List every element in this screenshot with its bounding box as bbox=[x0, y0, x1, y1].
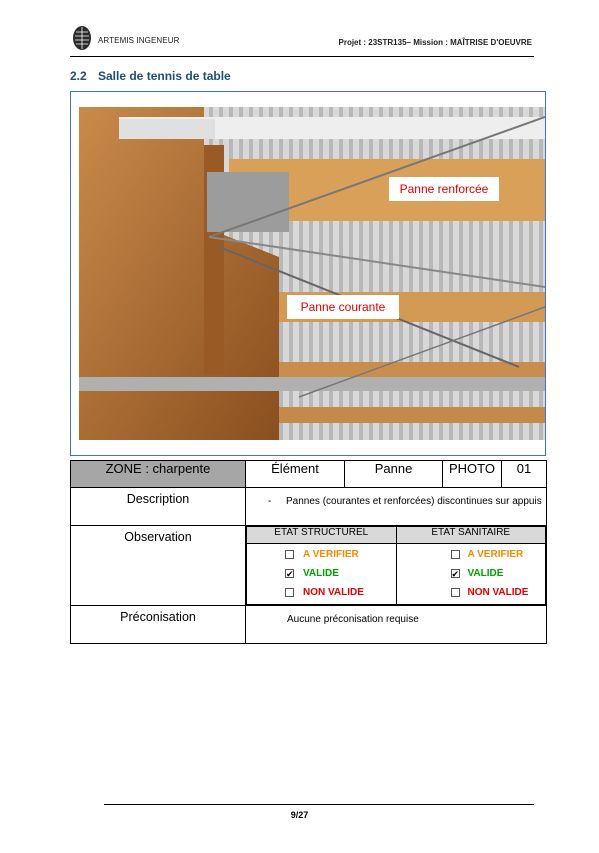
observation-content bbox=[246, 526, 547, 606]
observation-table bbox=[246, 526, 546, 605]
sanitary-header: ETAT SANITAIRE bbox=[396, 527, 546, 544]
sanitary-options bbox=[396, 544, 546, 605]
recommendation-text: Aucune préconisation requise bbox=[287, 614, 419, 625]
description-label: Description bbox=[71, 488, 246, 526]
inspection-table bbox=[70, 460, 547, 644]
company-name: ARTEMIS INGENEUR bbox=[98, 36, 180, 45]
footer-divider bbox=[104, 804, 534, 805]
section-title: Salle de tennis de table bbox=[98, 69, 231, 83]
zone-cell: ZONE : charpente bbox=[71, 461, 246, 488]
option-label: A VERIFIER bbox=[467, 549, 524, 560]
photo-label: PHOTO bbox=[443, 461, 502, 488]
description-dash: - bbox=[268, 496, 272, 507]
project-reference: Projet : 23STR135– Mission : MAÎTRISE D'OEUVRE bbox=[338, 38, 532, 47]
structural-options bbox=[247, 544, 397, 605]
observation-label: Observation bbox=[71, 526, 246, 606]
description-content bbox=[246, 488, 547, 526]
element-label: Élément bbox=[246, 461, 345, 488]
option-label: NON VALIDE bbox=[303, 587, 364, 598]
structural-valid-option bbox=[247, 566, 396, 585]
checkbox-checked[interactable]: ✔ bbox=[286, 569, 294, 579]
pinecone-logo-icon bbox=[70, 24, 94, 52]
photo-number: 01 bbox=[502, 461, 547, 488]
structural-header: ETAT STRUCTUREL bbox=[247, 527, 397, 544]
element-value: Panne bbox=[345, 461, 443, 488]
option-label: A VERIFIER bbox=[303, 549, 359, 560]
sanitary-valid-option bbox=[397, 566, 546, 585]
checkbox-empty[interactable] bbox=[285, 550, 294, 559]
section-number: 2.2 bbox=[70, 69, 87, 83]
sanitary-invalid-option bbox=[397, 585, 546, 604]
label-panne-courante: Panne courante bbox=[300, 300, 386, 314]
structural-verify-option bbox=[247, 547, 396, 566]
recommendation-label: Préconisation bbox=[71, 606, 246, 644]
checkbox-empty[interactable] bbox=[451, 550, 460, 559]
structural-invalid-option bbox=[247, 585, 396, 604]
photo-frame bbox=[70, 91, 546, 456]
checkbox-empty[interactable] bbox=[451, 588, 460, 597]
page-number: 9/27 bbox=[290, 810, 309, 820]
checkbox-checked[interactable]: ✔ bbox=[451, 569, 460, 579]
option-label: NON VALIDE bbox=[467, 587, 529, 598]
option-label: VALIDE bbox=[303, 568, 339, 579]
checkbox-empty[interactable] bbox=[285, 588, 294, 597]
recommendation-content bbox=[246, 606, 547, 644]
label-panne-renforcee: Panne renforcée bbox=[399, 182, 489, 196]
option-label: VALIDE bbox=[467, 568, 504, 579]
page-header bbox=[70, 22, 534, 57]
section-heading bbox=[70, 69, 231, 83]
structure-photo bbox=[79, 107, 545, 440]
sanitary-verify-option bbox=[397, 547, 546, 566]
description-text: Pannes (courantes et renforcées) discontinues sur appuis bbox=[286, 496, 542, 507]
